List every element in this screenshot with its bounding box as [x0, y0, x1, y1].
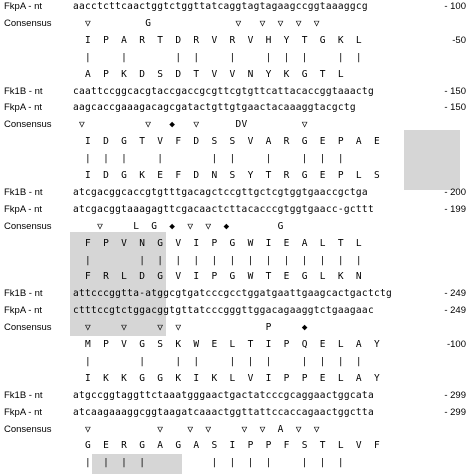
alignment-row	[0, 137, 474, 147]
alignment-row	[0, 222, 474, 232]
alignment-row	[0, 458, 474, 468]
alignment-row	[0, 425, 474, 435]
alignment-row	[0, 36, 474, 46]
row-sequence: ▽ ▽ ▽ ▽ P ◆	[73, 323, 308, 334]
row-sequence: G E R G A G A S I P P F S T L V F	[73, 441, 380, 452]
row-number: - 249	[444, 289, 466, 300]
alignment-row	[0, 154, 474, 164]
row-sequence: F P V N G V I P G W I E A L T L	[73, 238, 362, 249]
row-number: - 200	[444, 187, 466, 198]
alignment-row	[0, 391, 474, 401]
row-sequence: ▽ ▽ ◆ ▽ DV ▽	[73, 120, 308, 131]
row-sequence: ▽ L G ◆ ▽ ▽ ◆ G	[73, 221, 284, 232]
row-number: - 249	[444, 306, 466, 317]
alignment-row	[0, 306, 474, 316]
row-sequence: | | | | | | | | | |	[73, 154, 344, 165]
row-sequence: | | | | | | | | | |	[73, 52, 362, 63]
row-sequence: | | | | | | | | | | |	[73, 356, 362, 367]
row-number: -100	[446, 340, 466, 350]
row-label: Consensus	[4, 120, 52, 131]
row-label: FkpA - nt	[4, 306, 43, 317]
alignment-row	[0, 408, 474, 418]
row-sequence: | | | | | | | | | | | | | |	[73, 255, 362, 266]
alignment-row	[0, 87, 474, 97]
row-label: Consensus	[4, 323, 52, 334]
row-label: Fk1B - nt	[4, 86, 43, 97]
row-sequence: ▽ G ▽ ▽ ▽ ▽ ▽	[73, 18, 320, 29]
row-label: Consensus	[4, 221, 52, 232]
row-sequence: I K K G G K I K L V I P P E L A Y	[73, 373, 380, 384]
alignment-row	[0, 239, 474, 249]
alignment-row	[0, 103, 474, 113]
alignment-row	[0, 205, 474, 215]
row-sequence: M P V G S K W E L T I P Q E L A Y	[73, 340, 380, 350]
row-sequence: ctttccgtctggacggtgttatcccgggttggacagaaggtctgaagaac	[73, 306, 374, 317]
row-sequence: atcgacggtaaagagttcgacaactcttacacccgtggtgaacc-gcttt	[73, 204, 374, 215]
row-sequence: ▽ ▽ ▽ ▽ ▽ ▽ A ▽ ▽	[73, 424, 320, 435]
alignment-row	[0, 357, 474, 367]
alignment-row	[0, 53, 474, 63]
row-label: FkpA - nt	[4, 2, 43, 12]
alignment-row	[0, 171, 474, 181]
row-label: Consensus	[4, 18, 52, 29]
alignment-row	[0, 70, 474, 80]
row-sequence: F R L D G V I P G W T E G L K N	[73, 272, 362, 283]
alignment-row	[0, 188, 474, 198]
alignment-row	[0, 340, 474, 350]
row-label: FkpA - nt	[4, 204, 43, 215]
row-label: Fk1B - nt	[4, 187, 43, 198]
row-sequence: atcaagaaaggcggtaagatcaaactggttattccaccagaactggctta	[73, 407, 374, 418]
row-label: Consensus	[4, 424, 52, 435]
row-sequence: aacctcttcaactggtctggttatcaggtagtagaagccggtaaaggcg	[73, 2, 368, 12]
row-sequence: atgccggtaggttctaaatgggaactgactatcccgcaggaactggcata	[73, 390, 374, 401]
alignment-row	[0, 289, 474, 299]
row-sequence: caattccggcacgtaccgaccgcgttcgtgttcattacaccggtaaactg	[73, 86, 374, 97]
alignment-row	[0, 441, 474, 451]
row-sequence: atcgacggcaccgtgtttgacagctccgttgctcgtggtgaaccgctga	[73, 187, 368, 198]
alignment-row	[0, 256, 474, 266]
row-sequence: aagcaccgaaagacagcgatactgttgtgaactacaaaggtacgctg	[73, 103, 356, 114]
row-number: -50	[452, 35, 466, 46]
alignment-row	[0, 2, 474, 12]
row-number: - 299	[444, 390, 466, 401]
alignment-row	[0, 120, 474, 130]
alignment-row	[0, 272, 474, 282]
row-number: - 199	[444, 204, 466, 215]
row-number: - 150	[444, 103, 466, 114]
row-number: - 100	[444, 2, 466, 12]
alignment-row	[0, 374, 474, 384]
row-number: - 150	[444, 86, 466, 97]
alignment-row	[0, 19, 474, 29]
row-label: Fk1B - nt	[4, 289, 43, 300]
row-sequence: A P K D S D T V V N Y K G T L	[73, 69, 344, 80]
row-label: Fk1B - nt	[4, 390, 43, 401]
row-sequence: | | | | | | | | | | |	[73, 458, 344, 469]
row-label: FkpA - nt	[4, 407, 43, 418]
row-label: FkpA - nt	[4, 103, 43, 114]
alignment-row	[0, 323, 474, 333]
row-number: - 299	[444, 407, 466, 418]
row-sequence: attcccggtta-atggcgtgatcccgcctggatgaattgaagcactgactctg	[73, 289, 393, 300]
row-sequence: I D G K E F D N S Y T R G E P L S	[73, 171, 380, 181]
row-sequence: I P A R T D R V R V H Y T G K L	[73, 35, 362, 46]
row-sequence: I D G T V F D S S V A R G E P A E	[73, 137, 380, 148]
